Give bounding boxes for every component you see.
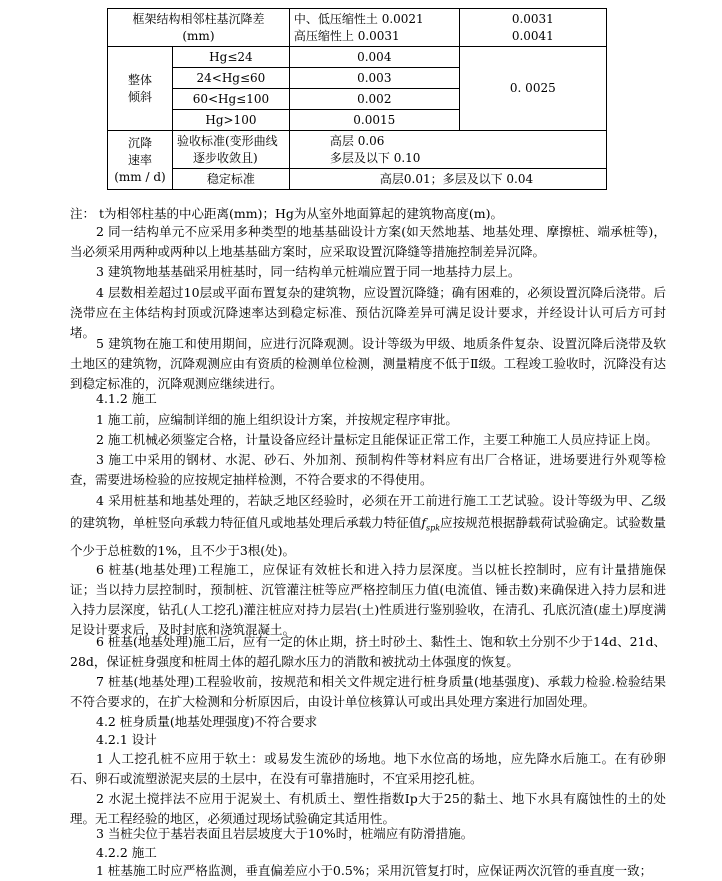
section-heading: 4.1.2 施工 bbox=[96, 391, 157, 406]
table-cell: 0.0031 0.0041 bbox=[459, 9, 606, 47]
section-heading: 4.2.1 设计 bbox=[96, 732, 157, 747]
table-cell: 60<Hg≤100 bbox=[172, 89, 289, 110]
table-row bbox=[108, 47, 607, 68]
section-heading: 4.2.2 施工 bbox=[96, 845, 157, 860]
paragraph: 1 桩基施工时应严格监测，垂直偏差应小于0.5%；采用沉管复打时，应保证两次沉管的垂直度一致； bbox=[96, 863, 653, 878]
paragraph: 4 层数相差超过10层或平面布置复杂的建筑物，应设置沉降缝；确有困难的，必须设置沉降后浇带。后浇带应在主体结构封顶或沉降速率达到稳定标准、预估沉降差异可满足设计要求，并经设计认可后方可封堵。 bbox=[70, 285, 666, 340]
table-cell: 稳定标准 bbox=[172, 169, 289, 190]
table-cell: 24<Hg≤60 bbox=[172, 68, 289, 89]
section-heading: 4.2 桩身质量(地基处理强度)不符合要求 bbox=[96, 714, 318, 729]
paragraph: 3 施工中采用的钢材、水泥、砂石、外加剂、预制构件等材料应有出厂合格证，进场要进行外观等检查，需要进场检验的应按规定抽样检测，不符合要求的不得使用。 bbox=[70, 452, 666, 487]
paragraph: 1 人工挖孔桩不应用于软土：或易发生流砂的场地。地下水位高的场地，应先降水后施工。在有砂卵石、卵石或流塑淤泥夹层的土层中，在没有可靠措施时，不宜采用挖孔桩。 bbox=[70, 751, 666, 786]
table-row bbox=[108, 169, 607, 190]
formula-symbol: $f_{spk}$ bbox=[421, 515, 441, 533]
paragraph: 7 桩基(地基处理)工程验收前，按规范和相关文件规定进行桩身质量(地基强度)、承载力检验.检验结果不符合要求的，在扩大检测和分析原因后，由设计单位核算认可或出具处理方案进行加固处理。 bbox=[70, 674, 666, 709]
table-cell: 整体 倾斜 bbox=[108, 47, 173, 131]
paragraph: 1 施工前，应编制详细的施上组织设计方案，并按规定程序审批。 bbox=[96, 412, 458, 427]
table-cell: 中、低压缩性土 0.0021 高压缩性上 0.0031 bbox=[289, 9, 459, 47]
table-cell: 0.003 bbox=[289, 68, 459, 89]
settlement-limits-table bbox=[107, 8, 607, 190]
table-cell: 高层0.01；多层及以下 0.04 bbox=[289, 169, 606, 190]
table-row bbox=[108, 131, 607, 169]
paragraph: 2 同一结构单元不应采用多种类型的地基基础设计方案(如天然地基、地基处理、摩擦桩、端承桩等)，当必须采用两种或两种以上地基基础方案时，应采取设置沉降缝等措施控制差异沉降。 bbox=[70, 224, 666, 259]
table-cell: 0. 0025 bbox=[459, 47, 606, 131]
table-note: 注： t为相邻柱基的中心距离(mm)；Hg为从室外地面算起的建筑物高度(m)。 bbox=[70, 206, 503, 221]
table-cell: 验收标准(变形曲线 逐步收敛且) bbox=[172, 131, 289, 169]
table-cell: Hg≤24 bbox=[172, 47, 289, 68]
table-cell: 高层 0.06 多层及以下 0.10 bbox=[289, 131, 606, 169]
paragraph: 4 采用桩基和地基处理的，若缺乏地区经验时，必须在开工前进行施工工艺试验。设计等级为甲、乙级的建筑物，单桩竖向承载力特征值凡或地基处理后承载力特征值$f_{spk}$应按规范根据静载荷试验确定。试验数量个少于总桩数的1%，且不少于3根(处)。 bbox=[70, 493, 666, 558]
table-cell: 0.004 bbox=[289, 47, 459, 68]
paragraph: 2 水泥土搅拌法不应用于泥炭土、有机质土、塑性指数Ip大于25的黏土、地下水具有腐蚀性的土的处理。无工程经验的地区，必须通过现场试验确定其适用性。 bbox=[70, 791, 666, 826]
paragraph: 3 建筑物地基基础采用桩基时，同一结构单元桩端应置于同一地基持力层上。 bbox=[96, 264, 521, 279]
table-cell: 0.002 bbox=[289, 89, 459, 110]
paragraph: 5 建筑物在施工和使用期间，应进行沉降观测。设计等级为甲级、地质条件复杂、设置沉降后浇带及软土地区的建筑物，沉降观测应由有资质的检测单位检测，测量精度不低于Ⅱ级。工程竣工验收时，沉降没有达到稳定标准的，沉降观测应继续进行。 bbox=[70, 336, 666, 391]
paragraph: 6 桩基(地基处理)施工后，应有一定的休止期，挤土时砂土、黏性土、饱和软土分别不少于14d、21d、28d，保证桩身强度和桩周土体的超孔隙水压力的消散和被扰动土体强度的恢复。 bbox=[70, 634, 666, 669]
table-cell: Hg>100 bbox=[172, 110, 289, 131]
paragraph: 2 施工机械必须鉴定合格，计量设备应经计量标定且能保证正常工作，主要工种施工人员应持证上岗。 bbox=[96, 432, 658, 447]
table-cell: 沉降 速率 (mm / d) bbox=[108, 131, 173, 190]
table-cell: 0.0015 bbox=[289, 110, 459, 131]
paragraph: 3 当桩尖位于基岩表面且岩层坡度大于10%时，桩端应有防滑措施。 bbox=[96, 826, 474, 841]
table-row bbox=[108, 9, 607, 47]
table-cell: 框架结构相邻柱基沉降差 (mm) bbox=[108, 9, 290, 47]
paragraph: 6 桩基(地基处理)工程施工，应保证有效桩长和进入持力层深度。当以桩长控制时，应有计量措施保证；当以持力层控制时，预制桩、沉管灌注桩等应严格控制压力值(电流值、锤击数)来确保进入持力层和进入持力层深度，钻孔(人工挖孔)灌注桩应对持力层岩(土)性质进行鉴别验收，在清孔、孔底沉渣(虚土)厚度满足设计要求后，及时封底和浇筑混凝土。 bbox=[70, 562, 666, 637]
